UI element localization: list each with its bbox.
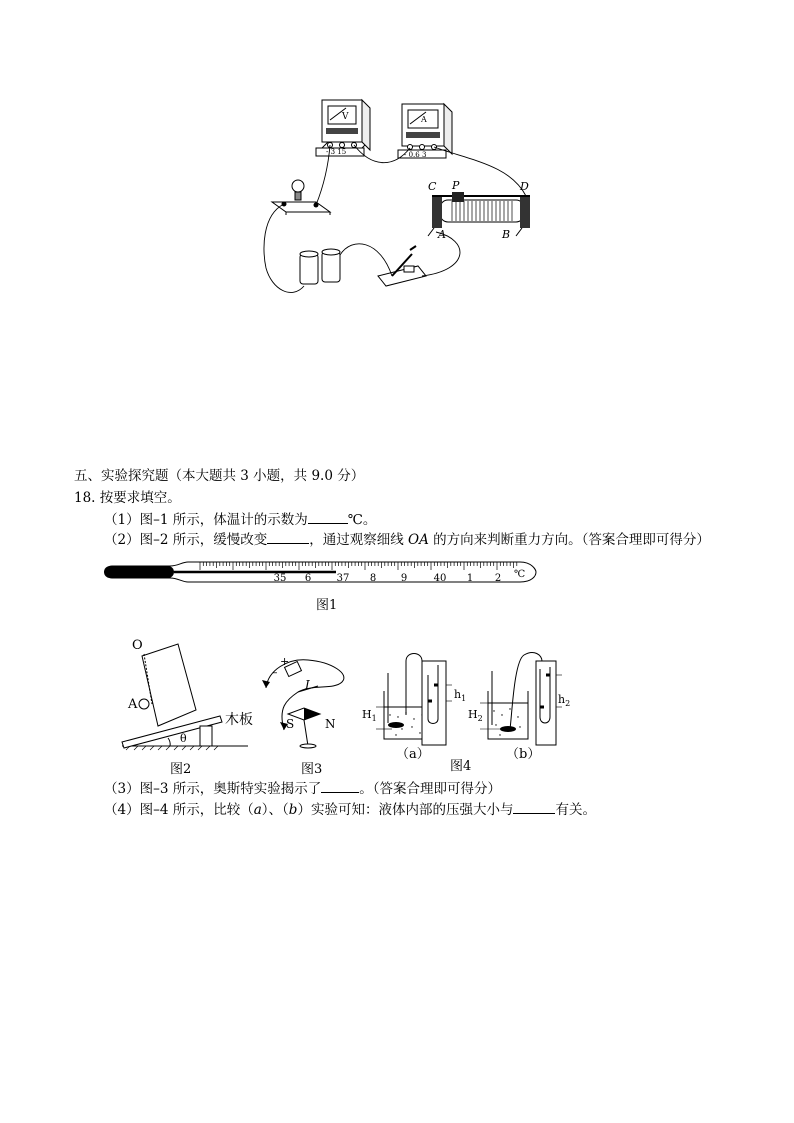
- fig2-caption: 图2: [170, 762, 192, 777]
- thermometer-scale-label: 2: [494, 573, 502, 584]
- q4-suffix: ）实验可知：液体内部的压强大小与: [297, 802, 514, 818]
- q4-a: a: [253, 802, 262, 818]
- q3-suffix: 。（答案合理即可得分）: [359, 781, 501, 797]
- fig4-label-h1: [454, 688, 466, 703]
- rheostat-label-c: C: [428, 180, 437, 193]
- q1-prefix: （1）图–1 所示，体温计的示数为: [104, 512, 308, 528]
- fig2-label-a: A: [128, 697, 138, 712]
- rheostat-label-p: P: [452, 179, 460, 192]
- fig2-label-board: 木板: [225, 712, 253, 728]
- fig1-thermometer: [0, 556, 794, 616]
- q4-b: b: [288, 802, 298, 818]
- fig4-H1-letter: H: [362, 708, 372, 721]
- thermometer-scale-label: 6: [304, 573, 312, 584]
- ammeter-letter: A: [421, 115, 427, 124]
- fig4-H1-sub: 1: [371, 714, 377, 724]
- fig3-label-s: S: [286, 717, 295, 731]
- question-number: 18.: [74, 490, 96, 506]
- fig4-h2-sub: 2: [565, 699, 571, 709]
- fig4-sub-b: （b）: [506, 747, 541, 762]
- fig4-H2-sub: 2: [477, 714, 483, 724]
- thermometer-scale-label: 37: [336, 573, 350, 584]
- fig4-label-H1: [362, 708, 377, 723]
- q2-answer-blank[interactable]: [267, 531, 309, 544]
- thermometer-scale-label: 8: [369, 573, 377, 584]
- section-heading: 五、实验探究题（本大题共 3 小题，共 9.0 分）: [74, 468, 365, 484]
- rheostat-label-a: A: [438, 228, 446, 241]
- q2-suffix-b: 的方向来判断重力方向。（答案合理即可得分）: [428, 532, 710, 548]
- q4-prefix: （4）图–4 所示，比较（: [104, 802, 254, 818]
- subquestion-2: [104, 531, 710, 549]
- q4-end: 有关。: [555, 802, 596, 818]
- q2-italic: OA: [408, 532, 429, 548]
- q2-prefix: （2）图–2 所示，缓慢改变: [104, 532, 268, 548]
- thermometer-scale-label: 40: [433, 573, 447, 584]
- question-stem: 按要求填空。: [99, 490, 181, 506]
- thermometer-scale-label: 35: [273, 573, 287, 584]
- fig4-H2-letter: H: [468, 708, 478, 721]
- fig4-h2-letter: h: [558, 693, 566, 706]
- q3-prefix: （3）图–3 所示，奥斯特实验揭示了: [104, 781, 322, 797]
- ammeter-terminals: - 0.6 3: [404, 151, 427, 159]
- q4-answer-blank[interactable]: [513, 801, 555, 814]
- fig2-label-theta: θ: [180, 732, 187, 745]
- fig4-h1-sub: 1: [461, 694, 467, 704]
- fig4-h1-letter: h: [454, 688, 462, 701]
- fig3-label-plus: +: [280, 655, 290, 668]
- thermometer-end-mark: ℃: [514, 569, 526, 580]
- rheostat-label-b: B: [502, 228, 511, 241]
- q3-answer-blank[interactable]: [321, 780, 359, 793]
- subquestion-3: [104, 780, 501, 798]
- fig3-label-minus: –: [272, 666, 278, 679]
- rheostat-label-d: D: [520, 180, 529, 193]
- fig4a-apparatus: [376, 654, 452, 746]
- fig2-label-o: O: [132, 638, 143, 653]
- subquestion-1: [104, 511, 376, 529]
- voltmeter-terminals: - 3 15: [326, 148, 347, 156]
- q2-suffix-a: ，通过观察细线: [309, 532, 409, 548]
- battery-cells: [300, 249, 340, 284]
- thermometer-scale-label: 9: [400, 573, 408, 584]
- fig4b-apparatus: [477, 653, 562, 745]
- fig4-label-H2: [468, 708, 483, 723]
- fig3-label-current: I: [305, 678, 310, 692]
- lamp-board: [272, 180, 330, 215]
- q1-answer-blank[interactable]: [308, 511, 348, 524]
- fig1-caption: 图1: [316, 598, 338, 613]
- fig4-sub-a: （a）: [396, 747, 430, 762]
- q1-suffix: ℃。: [347, 512, 377, 528]
- voltmeter-letter: V: [342, 112, 349, 122]
- fig4-caption: 图4: [450, 759, 472, 774]
- thermometer-scale-label: 1: [466, 573, 474, 584]
- question-18: [74, 489, 181, 507]
- fig3-caption: 图3: [301, 762, 323, 777]
- fig3-label-n: N: [325, 717, 336, 731]
- circuit-figure: [0, 0, 794, 310]
- fig4-label-h2: [558, 693, 570, 708]
- subquestion-4: [104, 801, 596, 819]
- q4-mid: ）、（: [261, 802, 289, 818]
- knife-switch: [378, 246, 426, 286]
